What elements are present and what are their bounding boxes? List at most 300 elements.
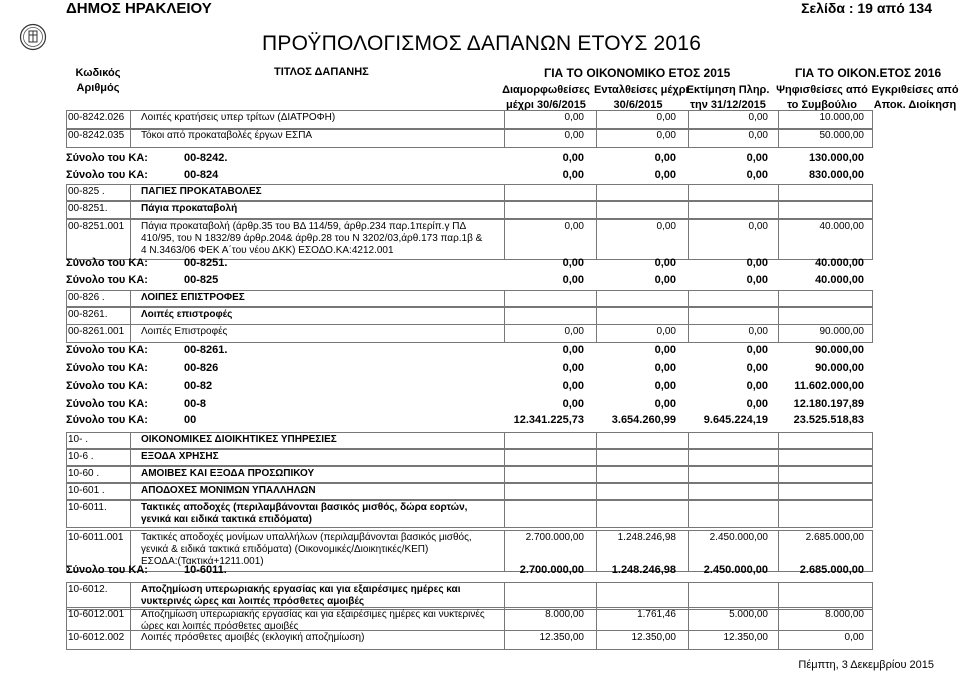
table-row xyxy=(0,342,960,359)
table-row xyxy=(0,582,960,610)
row-column-divider xyxy=(504,184,505,201)
table-row xyxy=(0,466,960,483)
row-top-border xyxy=(66,201,872,202)
row-amount: 12.350,00 xyxy=(723,632,768,643)
row-code: 00-8251.001 xyxy=(68,221,125,232)
row-column-divider xyxy=(872,500,873,528)
table-row xyxy=(0,255,960,272)
row-column-divider xyxy=(504,582,505,610)
row-left-border xyxy=(66,110,67,130)
row-description: ΕΞΟΔΑ ΧΡΗΣΗΣ xyxy=(141,451,219,462)
row-code: 10-6011. xyxy=(68,502,107,513)
row-column-divider xyxy=(504,128,505,148)
column-voted-label-2: το Συμβούλιο xyxy=(787,99,857,111)
row-column-divider xyxy=(778,219,779,260)
row-amount: 90.000,00 xyxy=(819,326,864,337)
row-amount: 10.000,00 xyxy=(819,112,864,123)
row-code: 10-6012. xyxy=(68,584,108,595)
row-left-border xyxy=(66,466,67,483)
row-code: 10-60 . xyxy=(68,468,100,479)
row-column-divider xyxy=(778,110,779,130)
row-top-border xyxy=(66,607,872,608)
row-description: ΕΣΟΔΑ:(Τακτικά+1211.001) xyxy=(141,556,264,567)
table-row xyxy=(0,483,960,500)
column-estimate-header xyxy=(682,83,774,113)
table-row xyxy=(0,110,960,130)
column-issued-label-2: 30/6/2015 xyxy=(613,99,663,111)
row-amount: 0,00 xyxy=(654,274,676,286)
row-column-divider xyxy=(504,607,505,631)
row-column-divider xyxy=(688,432,689,449)
summary-label: Σύνολο του ΚΑ: xyxy=(66,152,148,164)
row-code: 00-826 . xyxy=(68,292,105,303)
row-column-divider xyxy=(130,500,131,528)
row-top-border xyxy=(66,530,872,531)
row-description: ΟΙΚΟΝΟΜΙΚΕΣ ΔΙΟΙΚΗΤΙΚΕΣ ΥΠΗΡΕΣΙΕΣ xyxy=(141,434,337,445)
row-column-divider xyxy=(130,432,131,449)
row-column-divider xyxy=(596,582,597,610)
row-amount: 0,00 xyxy=(562,380,584,392)
row-amount: 830.000,00 xyxy=(808,169,864,181)
organization-name: ΔΗΜΟΣ ΗΡΑΚΛΕΙΟΥ xyxy=(66,0,212,17)
row-column-divider xyxy=(778,500,779,528)
row-amount: 2.685.000,00 xyxy=(805,532,864,543)
row-column-divider xyxy=(130,201,131,219)
row-description: Λοιπές Επιστροφές xyxy=(141,326,228,337)
row-column-divider xyxy=(778,449,779,466)
row-column-divider xyxy=(504,324,505,343)
summary-label: Σύνολο του ΚΑ: xyxy=(66,362,148,374)
row-amount: 2.450.000,00 xyxy=(703,564,768,576)
row-column-divider xyxy=(778,290,779,307)
row-column-divider xyxy=(688,290,689,307)
row-column-divider xyxy=(778,128,779,148)
row-column-divider xyxy=(778,432,779,449)
row-column-divider xyxy=(130,466,131,483)
row-description: γενικά & ειδικά τακτικά επιδόματα) (Οικονομικές/Διοικητικές/ΚΕΠ) xyxy=(141,544,429,555)
summary-code: 00-8251. xyxy=(184,257,228,269)
summary-label: Σύνολο του ΚΑ: xyxy=(66,274,148,286)
row-top-border xyxy=(66,219,872,220)
row-column-divider xyxy=(130,184,131,201)
summary-code: 00-82 xyxy=(184,380,213,392)
row-column-divider xyxy=(130,582,131,610)
row-column-divider xyxy=(596,184,597,201)
row-column-divider xyxy=(872,128,873,148)
row-column-divider xyxy=(872,219,873,260)
row-amount: 0,00 xyxy=(564,221,584,232)
row-description: Αποζημίωση υπερωριακής εργασίας και για εξαιρέσιμες ημέρες και xyxy=(141,584,461,595)
table-row xyxy=(0,128,960,148)
row-column-divider xyxy=(596,324,597,343)
row-amount: 0,00 xyxy=(564,326,584,337)
row-amount: 0,00 xyxy=(746,169,768,181)
row-amount: 0,00 xyxy=(562,152,584,164)
row-code: 00-8261. xyxy=(68,309,108,320)
row-amount: 0,00 xyxy=(562,398,584,410)
row-top-border xyxy=(66,110,872,111)
row-column-divider xyxy=(872,324,873,343)
row-column-divider xyxy=(130,449,131,466)
column-authorized-label-2: Αποκ. Διοίκηση xyxy=(873,99,957,111)
row-amount: 0,00 xyxy=(746,152,768,164)
row-column-divider xyxy=(504,219,505,260)
table-row xyxy=(0,167,960,184)
row-top-border xyxy=(66,324,872,325)
row-top-border xyxy=(66,184,872,185)
row-column-divider xyxy=(130,128,131,148)
row-amount: 2.700.000,00 xyxy=(525,532,584,543)
row-top-border xyxy=(66,290,872,291)
row-left-border xyxy=(66,432,67,449)
row-description: Τακτικές αποδοχές (περιλαμβάνονται βασικός μισθός, δώρα εορτών, xyxy=(141,502,468,513)
row-column-divider xyxy=(688,219,689,260)
summary-code: 00 xyxy=(184,414,197,426)
row-column-divider xyxy=(688,500,689,528)
row-column-divider xyxy=(504,630,505,650)
column-estimate-label-1: Εκτίμηση Πληρ. xyxy=(686,84,770,96)
row-column-divider xyxy=(778,607,779,631)
table-row xyxy=(0,500,960,528)
footer-date: Πέμπτη, 3 Δεκεμβρίου 2015 xyxy=(798,659,934,671)
row-description: Λοιπές κρατήσεις υπερ τρίτων (ΔΙΑΤΡΟΦΗ) xyxy=(141,112,336,123)
row-amount: 40.000,00 xyxy=(815,257,864,269)
row-amount: 0,00 xyxy=(746,380,768,392)
summary-label: Σύνολο του ΚΑ: xyxy=(66,169,148,181)
row-column-divider xyxy=(130,219,131,260)
row-amount: 0,00 xyxy=(746,398,768,410)
row-description: ΑΜΟΙΒΕΣ ΚΑΙ ΕΞΟΔΑ ΠΡΟΣΩΠΙΚΟΥ xyxy=(141,468,315,479)
row-column-divider xyxy=(778,184,779,201)
table-row xyxy=(0,360,960,377)
row-left-border xyxy=(66,290,67,307)
row-column-divider xyxy=(504,110,505,130)
row-amount: 2.450.000,00 xyxy=(709,532,768,543)
row-bottom-border xyxy=(66,147,872,148)
row-column-divider xyxy=(778,630,779,650)
row-amount: 0,00 xyxy=(654,152,676,164)
row-column-divider xyxy=(872,110,873,130)
row-description: νυκτερινές ώρες και λοιπές πρόσθετες αμοιβές xyxy=(141,596,365,607)
table-row xyxy=(0,396,960,413)
row-column-divider xyxy=(504,307,505,325)
table-row xyxy=(0,272,960,289)
row-amount: 0,00 xyxy=(746,362,768,374)
row-amount: 2.685.000,00 xyxy=(799,564,864,576)
row-column-divider xyxy=(596,219,597,260)
summary-label: Σύνολο του ΚΑ: xyxy=(66,564,148,576)
table-row xyxy=(0,307,960,325)
row-top-border xyxy=(66,466,872,467)
table-row xyxy=(0,184,960,201)
row-column-divider xyxy=(688,110,689,130)
row-code: 10-6 . xyxy=(68,451,94,462)
row-amount: 0,00 xyxy=(562,169,584,181)
row-amount: 130.000,00 xyxy=(808,152,864,164)
column-voted-label-1: Ψηφισθείσες από xyxy=(776,84,868,96)
row-amount: 0,00 xyxy=(654,398,676,410)
row-column-divider xyxy=(778,324,779,343)
row-amount: 0,00 xyxy=(656,326,676,337)
row-column-divider xyxy=(778,483,779,500)
row-description: ΛΟΙΠΕΣ ΕΠΙΣΤΡΟΦΕΣ xyxy=(141,292,245,303)
row-amount: 0,00 xyxy=(656,221,676,232)
column-approved-label-1: Διαμορφωθείσες xyxy=(502,84,590,96)
row-column-divider xyxy=(688,582,689,610)
column-authorized-header xyxy=(870,83,960,113)
row-description: Πάγια προκαταβολή xyxy=(141,203,238,214)
row-column-divider xyxy=(596,201,597,219)
summary-code: 00-824 xyxy=(184,169,219,181)
summary-code: 00-8 xyxy=(184,398,207,410)
row-amount: 0,00 xyxy=(654,257,676,269)
table-row xyxy=(0,219,960,260)
column-group-2016: ΓΙΑ ΤΟ ΟΙΚΟΝ.ΕΤΟΣ 2016 xyxy=(795,66,942,80)
row-column-divider xyxy=(504,466,505,483)
column-authorized-label-1: Εγκριθείσες από xyxy=(871,84,959,96)
row-amount: 0,00 xyxy=(654,380,676,392)
row-column-divider xyxy=(596,500,597,528)
row-description: 410/95, του Ν 1832/89 άρθρ.204& άρθρ.28 του Ν 3202/03,άρθ.173 παρ.1β & xyxy=(141,233,483,244)
row-code: 00-8242.026 xyxy=(68,112,125,123)
row-amount: 1.761,46 xyxy=(637,609,676,620)
row-left-border xyxy=(66,500,67,528)
row-column-divider xyxy=(688,128,689,148)
summary-code: 10-6011. xyxy=(184,564,227,576)
row-amount: 3.654.260,99 xyxy=(611,414,676,426)
row-left-border xyxy=(66,582,67,610)
row-column-divider xyxy=(872,307,873,325)
column-approved-label-2: μέχρι 30/6/2015 xyxy=(506,99,586,111)
row-amount: 0,00 xyxy=(562,257,584,269)
row-column-divider xyxy=(688,307,689,325)
row-column-divider xyxy=(872,466,873,483)
row-column-divider xyxy=(872,432,873,449)
column-group-2015: ΓΙΑ ΤΟ ΟΙΚΟΝΟΜΙΚΟ ΕΤΟΣ 2015 xyxy=(544,66,731,80)
row-amount: 0,00 xyxy=(562,274,584,286)
row-column-divider xyxy=(596,466,597,483)
row-description: Λοιπές πρόσθετες αμοιβές (εκλογική αποζημίωση) xyxy=(141,632,365,643)
row-amount: 9.645.224,19 xyxy=(703,414,768,426)
table-row xyxy=(0,150,960,167)
row-amount: 0,00 xyxy=(656,112,676,123)
row-column-divider xyxy=(504,500,505,528)
table-row xyxy=(0,412,960,432)
row-top-border xyxy=(66,307,872,308)
row-amount: 23.525.518,83 xyxy=(793,414,864,426)
row-amount: 8.000,00 xyxy=(545,609,584,620)
row-column-divider xyxy=(596,483,597,500)
row-description: ΑΠΟΔΟΧΕΣ ΜΟΝΙΜΩΝ ΥΠΑΛΛΗΛΩΝ xyxy=(141,485,316,496)
row-column-divider xyxy=(504,201,505,219)
row-amount: 12.350,00 xyxy=(539,632,584,643)
row-top-border xyxy=(66,449,872,450)
document-title: ΠΡΟΫΠΟΛΟΓΙΣΜΟΣ ΔΑΠΑΝΩΝ ΕΤΟΥΣ 2016 xyxy=(262,32,702,55)
row-column-divider xyxy=(596,630,597,650)
row-column-divider xyxy=(872,483,873,500)
row-column-divider xyxy=(130,110,131,130)
row-amount: 1.248.246,98 xyxy=(611,564,676,576)
row-column-divider xyxy=(778,307,779,325)
row-description: γενικά και ειδικά τακτικά επιδόματα) xyxy=(141,514,312,525)
table-row xyxy=(0,432,960,449)
row-amount: 1.248.246,98 xyxy=(617,532,676,543)
column-issued-label-1: Ενταλθείσες μέχρι xyxy=(594,84,689,96)
row-amount: 0,00 xyxy=(564,130,584,141)
greek-crest-icon xyxy=(19,23,47,51)
row-left-border xyxy=(66,607,67,631)
row-column-divider xyxy=(688,324,689,343)
row-amount: 0,00 xyxy=(748,326,768,337)
row-code: 10-6012.002 xyxy=(68,632,125,643)
row-column-divider xyxy=(130,483,131,500)
row-top-border xyxy=(66,500,872,501)
row-amount: 0,00 xyxy=(746,257,768,269)
row-column-divider xyxy=(688,483,689,500)
table-row xyxy=(0,562,960,580)
column-issued-header xyxy=(594,83,689,113)
row-amount: 0,00 xyxy=(656,130,676,141)
row-amount: 0,00 xyxy=(748,221,768,232)
row-left-border xyxy=(66,449,67,466)
row-column-divider xyxy=(778,582,779,610)
summary-code: 00-826 xyxy=(184,362,219,374)
row-amount: 0,00 xyxy=(564,112,584,123)
row-bottom-border xyxy=(66,527,872,528)
row-top-border xyxy=(66,128,872,129)
row-description: Τόκοι από προκαταβολές έργων ΕΣΠΑ xyxy=(141,130,313,141)
column-approved-header xyxy=(500,83,592,113)
row-column-divider xyxy=(596,307,597,325)
row-column-divider xyxy=(504,483,505,500)
row-column-divider xyxy=(130,307,131,325)
row-amount: 0,00 xyxy=(654,344,676,356)
row-column-divider xyxy=(596,110,597,130)
row-code: 10-6012.001 xyxy=(68,609,125,620)
table-row xyxy=(0,378,960,395)
row-column-divider xyxy=(504,290,505,307)
row-amount: 11.602.000,00 xyxy=(794,380,864,392)
table-row xyxy=(0,324,960,343)
row-amount: 90.000,00 xyxy=(815,362,864,374)
row-column-divider xyxy=(130,324,131,343)
table-row xyxy=(0,630,960,650)
row-code: 10-6011.001 xyxy=(68,532,124,543)
row-description: Λοιπές επιστροφές xyxy=(141,309,233,320)
row-column-divider xyxy=(130,607,131,631)
row-left-border xyxy=(66,184,67,201)
row-top-border xyxy=(66,630,872,631)
row-column-divider xyxy=(688,630,689,650)
summary-label: Σύνολο του ΚΑ: xyxy=(66,398,148,410)
row-column-divider xyxy=(872,630,873,650)
row-column-divider xyxy=(778,201,779,219)
table-row xyxy=(0,449,960,466)
table-row xyxy=(0,607,960,631)
row-column-divider xyxy=(778,466,779,483)
row-amount: 0,00 xyxy=(562,362,584,374)
row-column-divider xyxy=(872,184,873,201)
row-left-border xyxy=(66,201,67,219)
summary-label: Σύνολο του ΚΑ: xyxy=(66,414,148,426)
column-number-label: Αριθμός xyxy=(76,82,120,94)
row-description: Τακτικές αποδοχές μονίμων υπαλλήλων (περιλαμβάνονται βασικός μισθός, xyxy=(141,532,472,543)
row-description: Αποζημίωση υπερωριακής εργασίας και για εξαιρέσιμες ημέρες και νυκτερινές xyxy=(141,609,485,620)
row-amount: 0,00 xyxy=(654,169,676,181)
row-description: 4 Ν.3463/06 ΦΕΚ Α΄του νέου ΔΚΚ) ΕΣΟΔΟ.ΚΑ:4212.001 xyxy=(141,245,394,256)
row-top-border xyxy=(66,432,872,433)
summary-code: 00-8242. xyxy=(184,152,228,164)
row-amount: 0,00 xyxy=(844,632,864,643)
row-column-divider xyxy=(504,449,505,466)
row-amount: 0,00 xyxy=(746,274,768,286)
row-left-border xyxy=(66,630,67,650)
row-amount: 2.700.000,00 xyxy=(519,564,584,576)
row-code: 10-601 . xyxy=(68,485,105,496)
row-amount: 12.341.225,73 xyxy=(513,414,584,426)
column-title-header: ΤΙΤΛΟΣ ΔΑΠΑΝΗΣ xyxy=(274,66,369,78)
row-top-border xyxy=(66,483,872,484)
summary-label: Σύνολο του ΚΑ: xyxy=(66,380,148,392)
summary-label: Σύνολο του ΚΑ: xyxy=(66,344,148,356)
row-left-border xyxy=(66,483,67,500)
row-column-divider xyxy=(504,432,505,449)
row-column-divider xyxy=(596,607,597,631)
row-column-divider xyxy=(872,449,873,466)
row-bottom-border xyxy=(66,649,872,650)
table-row xyxy=(0,290,960,307)
row-column-divider xyxy=(130,290,131,307)
row-column-divider xyxy=(872,582,873,610)
row-description: ΠΑΓΙΕΣ ΠΡΟΚΑΤΑΒΟΛΕΣ xyxy=(141,186,262,197)
row-amount: 90.000,00 xyxy=(815,344,864,356)
row-column-divider xyxy=(130,630,131,650)
row-left-border xyxy=(66,219,67,260)
row-amount: 0,00 xyxy=(748,112,768,123)
row-column-divider xyxy=(596,432,597,449)
row-amount: 50.000,00 xyxy=(819,130,864,141)
row-description: ώρες και λοιπές πρόσθετες αμοιβές xyxy=(141,621,299,632)
row-amount: 40.000,00 xyxy=(819,221,864,232)
row-column-divider xyxy=(872,290,873,307)
row-column-divider xyxy=(688,201,689,219)
row-amount: 40.000,00 xyxy=(815,274,864,286)
row-amount: 0,00 xyxy=(654,362,676,374)
row-column-divider xyxy=(688,184,689,201)
row-top-border xyxy=(66,582,872,583)
summary-code: 00-8261. xyxy=(184,344,228,356)
row-description: Πάγια προκαταβολή (άρθρ.35 του ΒΔ 114/59, άρθρ.234 παρ.1περίπ.γ ΠΔ xyxy=(141,221,467,232)
row-amount: 0,00 xyxy=(748,130,768,141)
summary-label: Σύνολο του ΚΑ: xyxy=(66,257,148,269)
page-number: Σελίδα : 19 από 134 xyxy=(801,0,932,16)
row-column-divider xyxy=(872,201,873,219)
row-left-border xyxy=(66,128,67,148)
row-amount: 0,00 xyxy=(746,344,768,356)
column-code-header xyxy=(66,66,130,96)
column-voted-header xyxy=(776,83,868,113)
row-amount: 5.000,00 xyxy=(729,609,768,620)
row-column-divider xyxy=(688,607,689,631)
row-column-divider xyxy=(872,607,873,631)
row-column-divider xyxy=(688,466,689,483)
row-code: 00-825 . xyxy=(68,186,105,197)
summary-code: 00-825 xyxy=(184,274,219,286)
column-estimate-label-2: την 31/12/2015 xyxy=(690,99,766,111)
row-code: 00-8242.035 xyxy=(68,130,125,141)
row-left-border xyxy=(66,307,67,325)
row-code: 10- . xyxy=(68,434,89,445)
